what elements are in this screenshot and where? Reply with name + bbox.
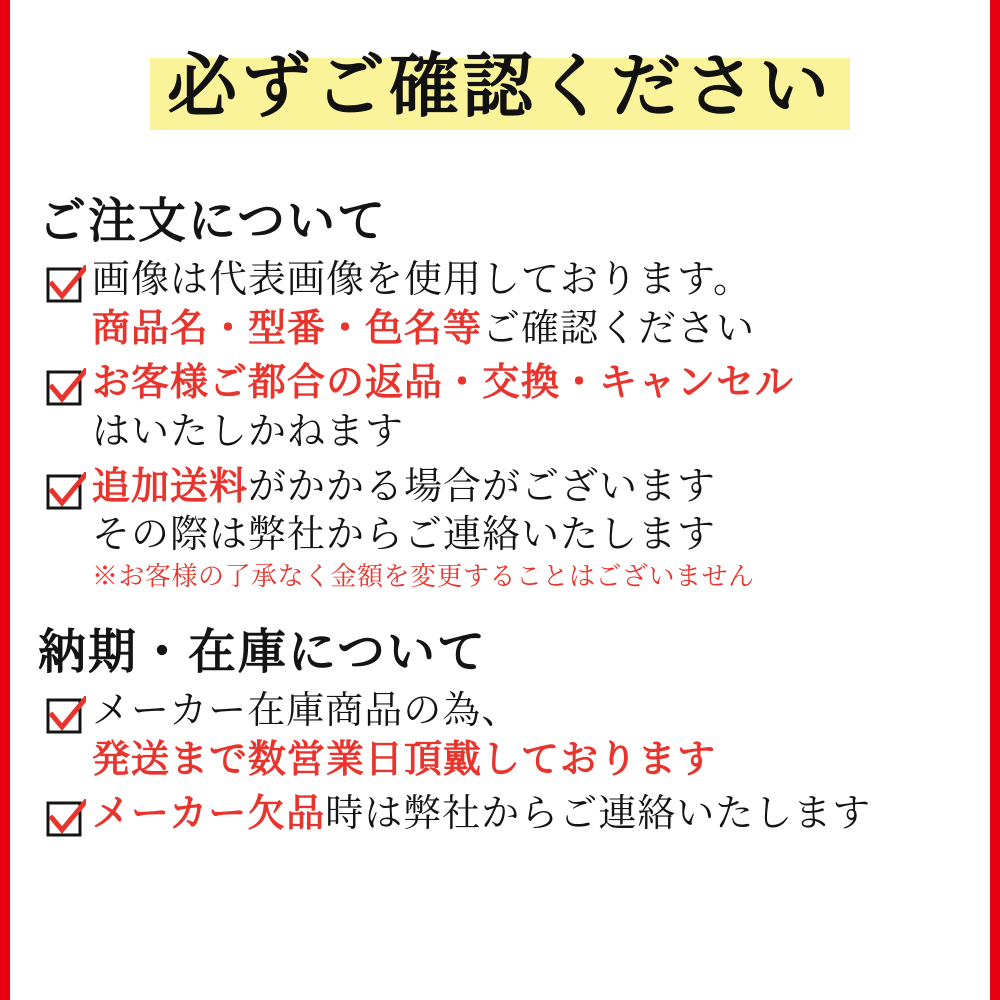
list-item-line: 発送まで数営業日頂戴しております (92, 735, 717, 781)
checkbox-checked-icon (46, 368, 86, 408)
list-item (46, 789, 990, 839)
list-item-line-tail: 時は弊社からご連絡いたします (325, 791, 872, 836)
list-item-text (92, 686, 990, 783)
list-item-line (92, 789, 990, 838)
checkbox-checked-icon (46, 472, 86, 512)
page-title-block (10, 34, 990, 142)
list-item-line-tail: ご確認ください (482, 305, 756, 350)
checkbox-checked-icon (46, 799, 86, 839)
list-item-line (92, 462, 990, 511)
list-item-text (92, 789, 990, 838)
list-item-text (92, 462, 990, 595)
checkbox-checked-icon (46, 265, 86, 305)
notice-content (10, 0, 990, 1000)
list-item-line (92, 304, 990, 353)
left-red-border (0, 0, 10, 1000)
list-item-text (92, 358, 990, 455)
list-item-note: ※お客様の了承なく金額を変更することはございません (92, 561, 755, 592)
page-title: 必ずご確認ください (167, 44, 833, 127)
checkbox-checked-icon (46, 696, 86, 736)
list-item-line: その際は弊社からご連絡いたします (92, 512, 717, 557)
list-item (46, 686, 990, 783)
list-item-line: 画像は代表画像を使用しております。 (92, 257, 752, 302)
list-item-line: はいたしかねます (92, 409, 405, 454)
emphasis-text: メーカー欠品 (92, 790, 326, 836)
emphasis-text: 商品名・型番・色名等 (92, 304, 483, 350)
list-item (46, 255, 990, 352)
list-item-line: お客様ご都合の返品・交換・キャンセル (92, 359, 795, 405)
section-heading-orders: ご注文について (38, 193, 388, 249)
right-red-border (990, 0, 1000, 1000)
list-item (46, 462, 990, 595)
list-item-line-tail: がかかる場合がございます (248, 463, 717, 508)
section-heading-delivery: 納期・在庫について (38, 623, 488, 680)
list-item-line: メーカー在庫商品の為、 (92, 687, 521, 732)
emphasis-text: 追加送料 (92, 462, 249, 508)
list-item (46, 358, 990, 455)
list-item-text (92, 255, 990, 352)
